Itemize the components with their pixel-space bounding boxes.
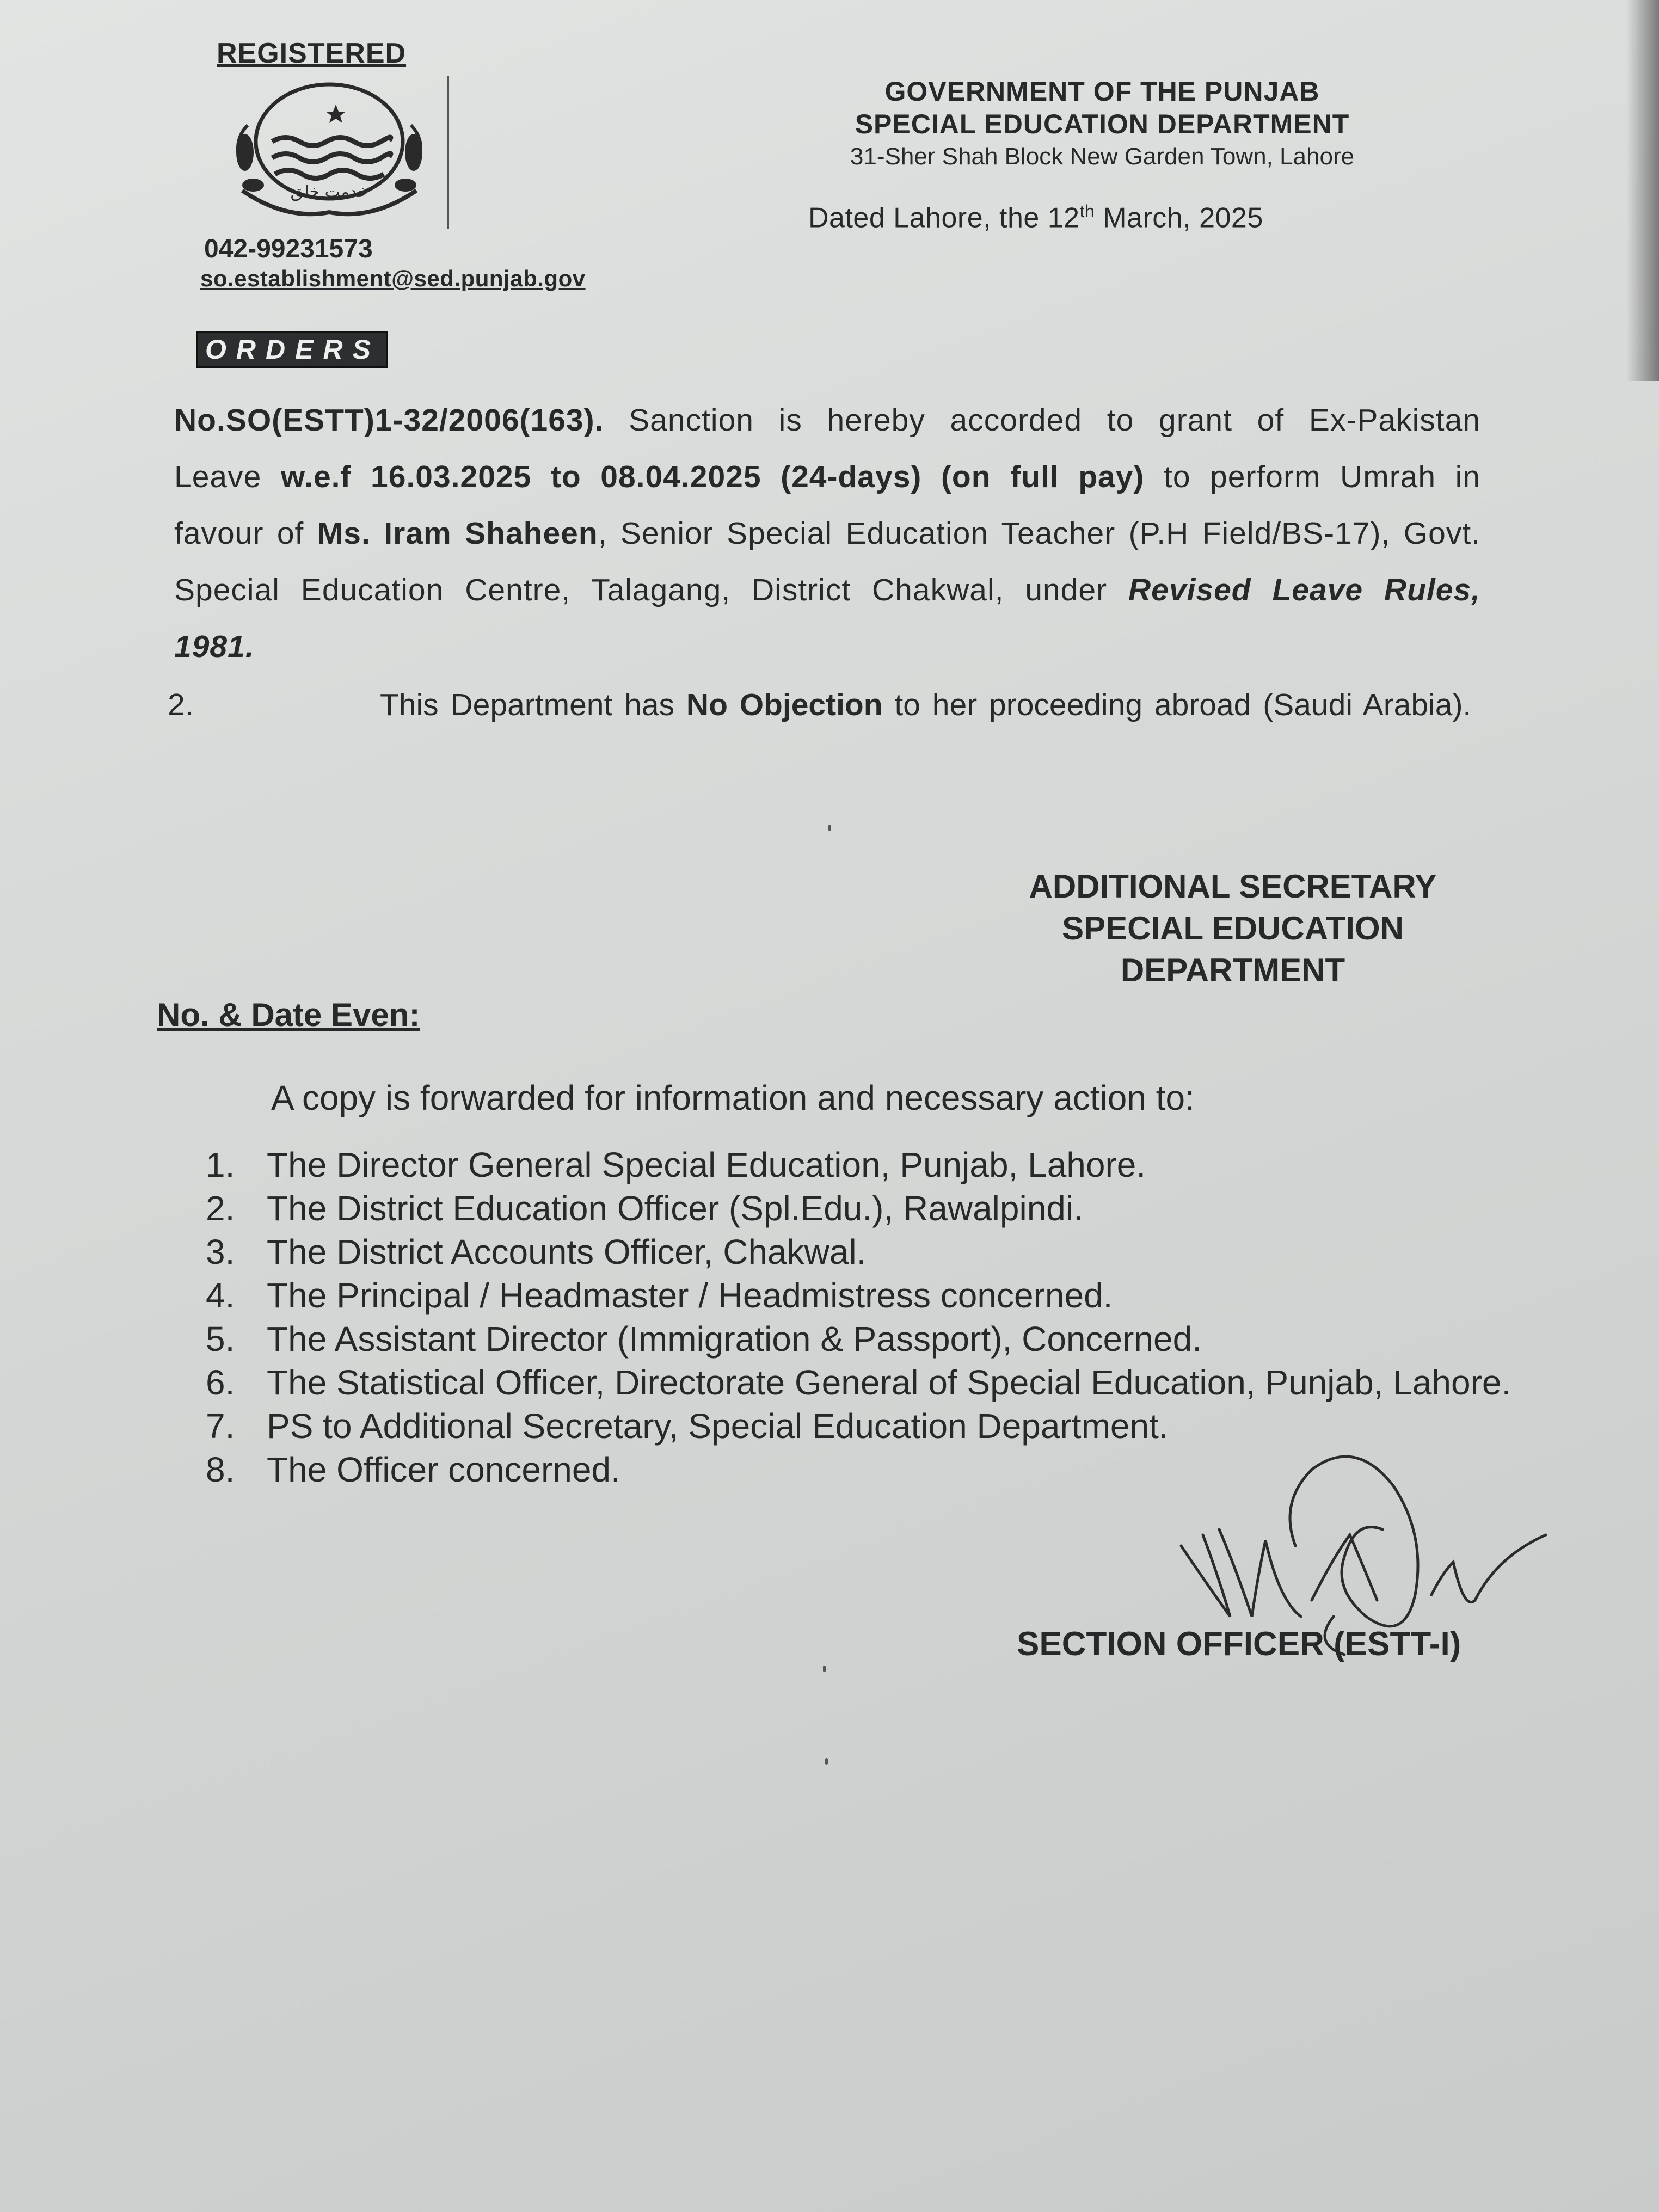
employee-name: Ms. Iram Shaheen (317, 516, 598, 551)
no-objection-paragraph: 2. This Department has No Objection to her proceeding abroad (Saudi Arabia). (168, 687, 1472, 722)
no-objection: No Objection (686, 687, 883, 722)
paper-speck (823, 1666, 826, 1672)
department-header (789, 75, 1415, 173)
phone-number: 042-99231573 (204, 235, 373, 263)
paper-speck (825, 1758, 828, 1765)
signatory-block: ADDITIONAL SECRETARY SPECIAL EDUCATION DEPARTMENT (1029, 868, 1437, 988)
email-link[interactable]: so.establishment@sed.punjab.gov (200, 266, 586, 291)
punjab-emblem-icon (220, 82, 438, 223)
list-item: 5. The Assistant Director (Immigration & Passport), Concerned. (206, 1319, 1202, 1359)
list-item: 6. The Statistical Officer, Directorate General of Special Education, Punjab, Lahore. (206, 1363, 1511, 1402)
registered-label: REGISTERED (217, 38, 407, 69)
letterhead-divider (447, 76, 449, 229)
page-edge-shadow (1626, 0, 1659, 381)
department-address: 31-Sher Shah Block New Garden Town, Lahore (850, 143, 1355, 170)
list-item: 3. The District Accounts Officer, Chakwal. (206, 1232, 867, 1271)
government-title: GOVERNMENT OF THE PUNJAB (884, 76, 1320, 107)
department-title: SPECIAL EDUCATION DEPARTMENT (855, 109, 1350, 139)
section-officer-title: SECTION OFFICER (ESTT-I) (1017, 1625, 1461, 1663)
leave-rules: Revised Leave Rules, 1981. (174, 573, 1480, 664)
list-item: 8. The Officer concerned. (206, 1450, 620, 1489)
dated-line: Dated Lahore, the 12th March, 2025 (808, 201, 1263, 234)
leave-period: w.e.f 16.03.2025 to 08.04.2025 (24-days) (on full pay) (280, 459, 1145, 494)
order-number: No.SO(ESTT)1-32/2006(163). (174, 403, 604, 438)
orders-heading: ORDERS (196, 331, 388, 368)
list-item: 4. The Principal / Headmaster / Headmistress concerned. (206, 1276, 1113, 1315)
paper-speck (828, 825, 831, 831)
list-item: 1. The Director General Special Education, Punjab, Lahore. (206, 1145, 1146, 1184)
emblem-motto: خدمتِ خلق (290, 182, 368, 201)
copy-forward-intro: A copy is forwarded for information and necessary action to: (271, 1078, 1195, 1117)
list-item: 7. PS to Additional Secretary, Special Education Department. (206, 1406, 1169, 1446)
order-paragraph: No.SO(ESTT)1-32/2006(163). Sanction is hereby accorded to grant of Ex-Pakistan Leave w.e.f 16.03.2025 to 08.04.2025 (24-days) (on full pay) to perform Umrah in favour of Ms. Iram Shaheen, Senior Special Education Teacher (P.H Field/BS-17), Govt. Special Education Centre, Talagang, District Chakwal, under Revised Leave Rules, 1981. (174, 403, 1481, 664)
list-item: 2. The District Education Officer (Spl.Edu.), Rawalpindi. (206, 1189, 1083, 1228)
date-even-heading: No. & Date Even: (157, 997, 420, 1033)
